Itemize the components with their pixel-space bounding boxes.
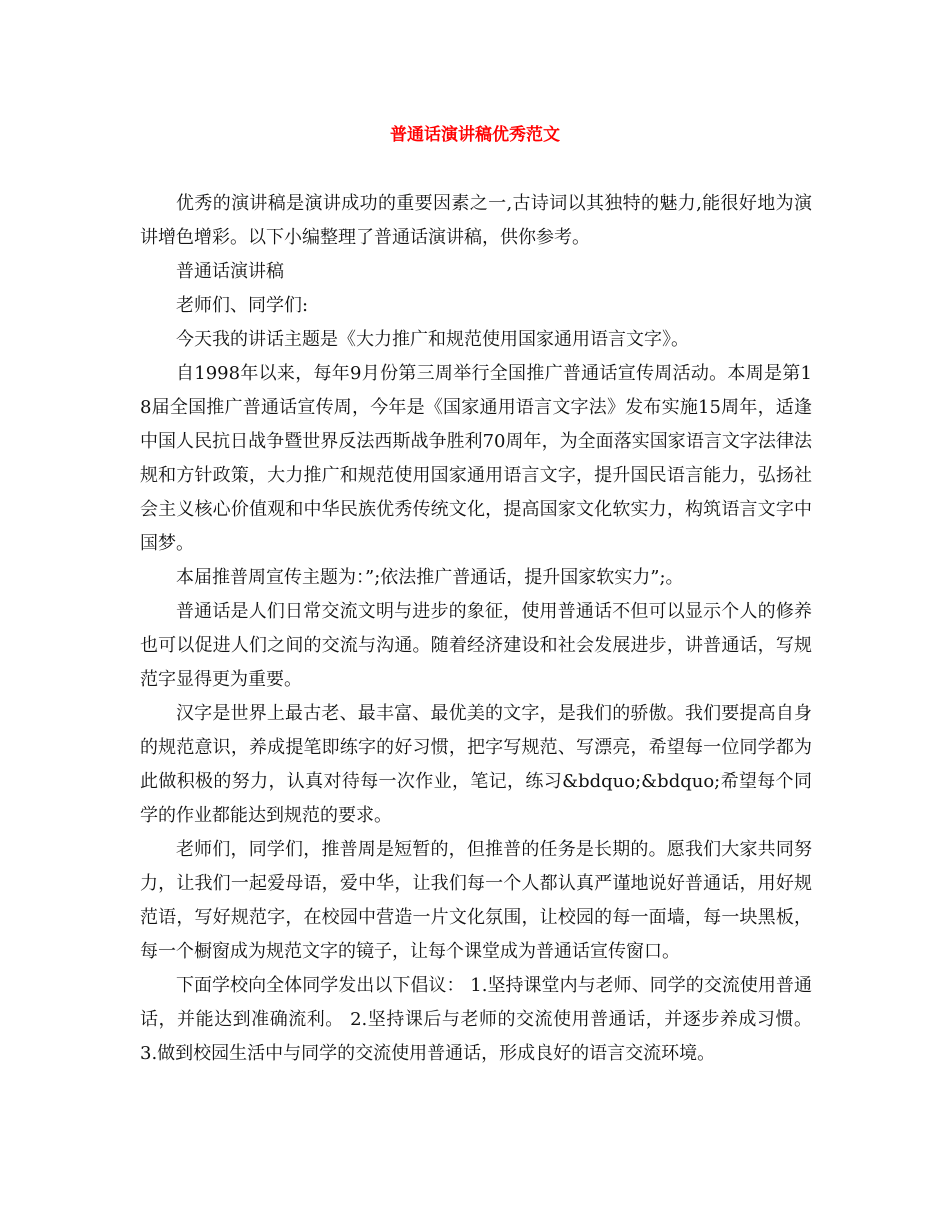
paragraph-greeting: 老师们、同学们:	[176, 295, 309, 316]
paragraph-symbol: 普通话是人们日常交流文明与进步的象征，使用普通话不但可以显示个人的修养也可以促进人们之间的交流与沟通。随着经济建设和社会发展进步，讲普通话，写规范字显得更为重要。	[140, 601, 812, 690]
paragraph-history: 自1998年以来，每年9月份第三周举行全国推广普通话宣传周活动。本周是第18届全国推广普通话宣传周，今年是《国家通用语言文字法》发布实施15周年，适逢中国人民抗日战争暨世界反法西斯战争胜利70周年，为全面落实国家语言文字法律法规和方针政策，大力推广和规范使用国家通用语言文字，提升国民语言能力，弘扬社会主义核心价值观和中华民族优秀传统文化，提高国家文化软实力，构筑语言文字中国梦。	[140, 363, 812, 554]
document-body	[140, 187, 812, 1071]
paragraph-appeal: 老师们，同学们，推普周是短暂的，但推普的任务是长期的。愿我们大家共同努力，让我们一起爱母语，爱中华，让我们每一个人都认真严谨地说好普通话，用好规范语，写好规范字，在校园中营造一片文化氛围，让校园的每一面墙，每一块黑板，每一个橱窗成为规范文字的镜子，让每个课堂成为普通话宣传窗口。	[140, 839, 812, 962]
document-title: 普通话演讲稿优秀范文	[390, 125, 560, 145]
paragraph-intro: 优秀的演讲稿是演讲成功的重要因素之一,古诗词以其独特的魅力,能很好地为演讲增色增彩。以下小编整理了普通话演讲稿，供你参考。	[140, 193, 812, 248]
paragraph-heading: 普通话演讲稿	[176, 261, 284, 282]
paragraph-characters: 汉字是世界上最古老、最丰富、最优美的文字，是我们的骄傲。我们要提高自身的规范意识，养成提笔即练字的好习惯，把字写规范、写漂亮，希望每一位同学都为此做积极的努力，认真对待每一次作业，笔记，练习&bdquo;&bdquo;希望每个同学的作业都能达到规范的要求。	[140, 703, 812, 826]
paragraph-topic: 今天我的讲话主题是《大力推广和规范使用国家通用语言文字》。	[176, 329, 689, 350]
paragraph-proposal: 下面学校向全体同学发出以下倡议： 1.坚持课堂内与老师、同学的交流使用普通话，并能达到准确流利。 2.坚持课后与老师的交流使用普通话，并逐步养成习惯。 3.做到校园生活中与同学的交流使用普通话，形成良好的语言交流环境。	[140, 975, 812, 1064]
paragraph-theme: 本届推普周宣传主题为：”;依法推广普通话，提升国家软实力”;。	[176, 567, 684, 588]
